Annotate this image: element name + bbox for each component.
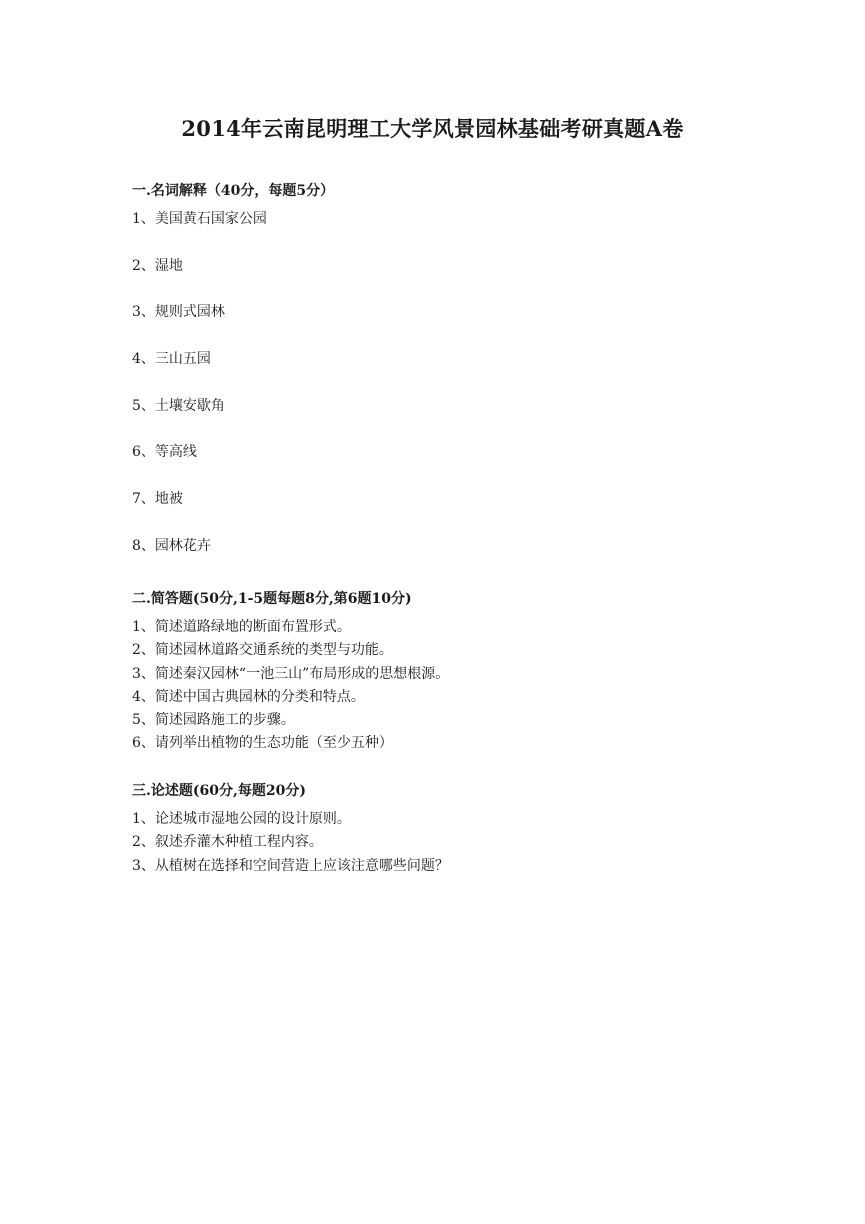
question-item: 3、规则式园林 [132,304,225,321]
section-short-answer [132,588,772,756]
document-title: 2014年云南昆明理工大学风景园林基础考研真题A卷 [181,116,684,141]
question-list [132,208,772,582]
question-item: 5、简述园路施工的步骤。 [132,712,295,729]
question-item: 2、叙述乔灌木种植工程内容。 [132,834,323,851]
question-item: 4、简述中国古典园林的分类和特点。 [132,688,365,705]
question-item: 4、三山五园 [132,351,211,368]
question-item: 2、湿地 [132,257,183,274]
question-item: 6、请列举出植物的生态功能（至少五种） [132,735,393,752]
question-item: 8、园林花卉 [132,537,211,554]
section-heading: 三.论述题(60分,每题20分) [132,783,306,799]
question-item: 3、简述秦汉园林“一池三山”布局形成的思想根源。 [132,665,450,682]
question-list [132,808,772,878]
section-term-definitions [132,180,772,582]
question-item: 1、美国黄石国家公园 [132,211,267,227]
question-item: 6、等高线 [132,444,197,461]
question-item: 2、简述园林道路交通系统的类型与功能。 [132,642,393,659]
question-item: 1、论述城市湿地公园的设计原则。 [132,811,351,827]
question-item: 1、简述道路绿地的断面布置形式。 [132,619,351,635]
section-essay [132,780,772,878]
question-item: 3、从植树在选择和空间营造上应该注意哪些问题？ [132,857,449,874]
question-item: 5、土壤安歇角 [132,397,225,414]
question-list [132,616,772,756]
section-heading: 一.名词解释（40分，每题5分） [132,183,335,199]
section-heading: 二.简答题(50分,1-5题每题8分,第6题10分) [132,591,412,607]
question-item: 7、地被 [132,491,183,508]
